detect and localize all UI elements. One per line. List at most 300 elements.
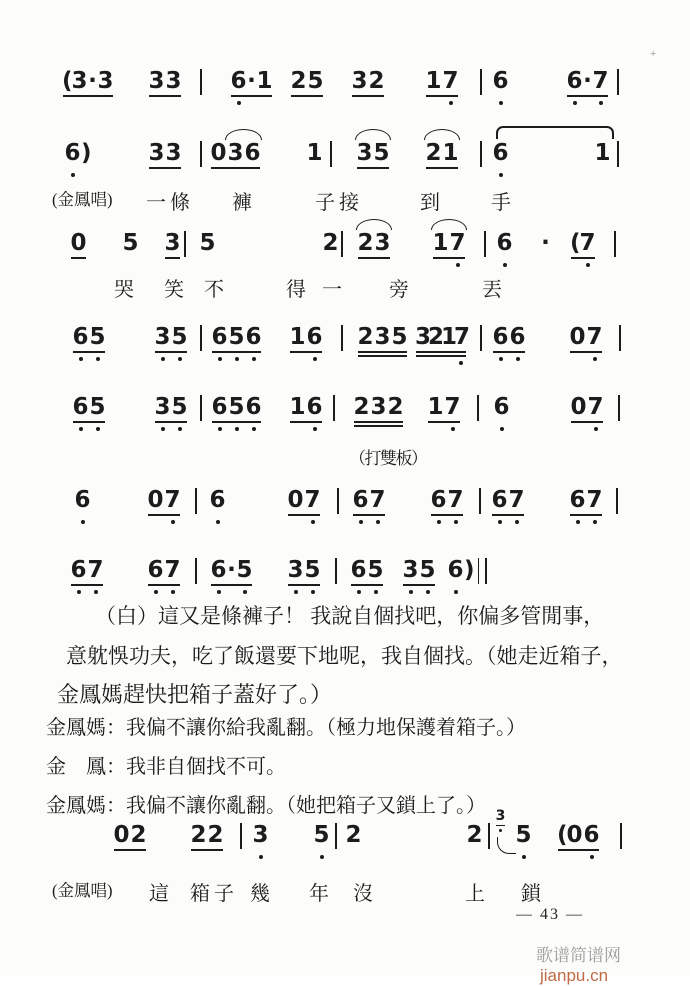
- note-group: [322, 230, 339, 256]
- note-group: [199, 230, 216, 256]
- octave-dot: [171, 590, 176, 595]
- octave-dot: [503, 263, 508, 268]
- octave-dot: [499, 101, 504, 106]
- lyric-line: [0, 877, 690, 903]
- note-char: 6: [447, 557, 464, 583]
- beam-underline: [71, 584, 103, 586]
- note-char: 5: [89, 394, 106, 420]
- note-char: 3: [165, 140, 182, 166]
- octave-dot: [499, 357, 504, 362]
- beam-underline: [290, 351, 322, 353]
- dialog-line: （白）這又是條褲子！ 我說自個找吧，你偏多管閒事，: [95, 604, 605, 628]
- beam-underline: [231, 95, 272, 97]
- note-char: 5: [373, 140, 390, 166]
- barline: [480, 325, 482, 351]
- barline: [619, 325, 621, 351]
- barline: [337, 488, 339, 514]
- note-char: 6: [210, 557, 227, 583]
- note-char: 6: [209, 487, 226, 513]
- dialog-line: 金鳳媽：我偏不讓你給我亂翻。（極力地保護着箱子。）: [46, 717, 526, 739]
- note-char: 5: [228, 324, 245, 350]
- octave-dot: [454, 520, 459, 525]
- watermark-site-name: 歌谱简谱网: [536, 946, 621, 965]
- note-group: [430, 487, 464, 513]
- octave-dot: [96, 357, 101, 362]
- octave-dot: [311, 590, 316, 595]
- note-char: 6: [147, 557, 164, 583]
- note-char: 6: [306, 394, 323, 420]
- octave-dot: [178, 427, 183, 432]
- note-char: 0: [287, 487, 304, 513]
- barline: [195, 558, 197, 584]
- watermark-site-url: jianpu.cn: [540, 966, 609, 985]
- octave-dot: [499, 173, 504, 178]
- note-char: 3: [374, 230, 391, 256]
- note-group: [569, 487, 603, 513]
- octave-dot: [576, 520, 581, 525]
- note-char: 1: [441, 324, 458, 350]
- barline: [480, 141, 482, 167]
- beam-underline: [352, 95, 384, 97]
- note-char: 2: [368, 68, 385, 94]
- dialog-line: 金鳳媽：我偏不讓你亂翻。（她把箱子又鎖上了。）: [46, 795, 486, 817]
- octave-dot: [161, 427, 166, 432]
- beam-underline: [358, 351, 407, 353]
- note-char: 5: [122, 230, 139, 256]
- note-char: 5: [171, 394, 188, 420]
- barline: [620, 823, 622, 849]
- beam-underline: [571, 421, 603, 423]
- note-group: [147, 557, 181, 583]
- barline: [480, 69, 482, 95]
- note-group: [493, 394, 510, 420]
- beam-underline: [428, 421, 460, 423]
- note-char: 6: [509, 324, 526, 350]
- barline: [335, 558, 337, 584]
- octave-dot: [81, 520, 86, 525]
- barline: [341, 325, 343, 351]
- octave-dot: [218, 427, 223, 432]
- octave-dot: [313, 357, 318, 362]
- music-line: [0, 68, 690, 98]
- lyric-syllable: 丟: [482, 279, 506, 301]
- octave-dot: [96, 427, 101, 432]
- note-char: 1: [256, 68, 273, 94]
- note-char: 3: [402, 557, 419, 583]
- note-char: 7: [454, 324, 467, 350]
- note-char: ·: [247, 68, 256, 94]
- note-group: [566, 68, 609, 94]
- beam-underline: [426, 95, 458, 97]
- note-char: 6: [70, 557, 87, 583]
- note-char: 5: [391, 324, 408, 350]
- note-group: [148, 140, 182, 166]
- beam-underline: [165, 257, 180, 259]
- beam-underline: [558, 849, 599, 851]
- octave-dot: [313, 427, 318, 432]
- note-char: 1: [425, 68, 442, 94]
- note-group: [357, 324, 408, 350]
- beam-underline: [212, 351, 261, 353]
- note-char: 7: [586, 487, 603, 513]
- note-group: [353, 394, 404, 420]
- note-char: 2: [290, 68, 307, 94]
- octave-dot: [593, 520, 598, 525]
- octave-dot: [243, 590, 248, 595]
- note-char: 7: [447, 487, 464, 513]
- slur-arc: [355, 129, 391, 140]
- note-char: 0: [210, 140, 227, 166]
- note-char: 3: [154, 394, 171, 420]
- octave-dot: [161, 357, 166, 362]
- note-group: [352, 487, 386, 513]
- note-group: [64, 140, 90, 166]
- note-char: 5: [515, 822, 532, 848]
- octave-dot: [590, 855, 595, 860]
- note-group: [432, 230, 466, 256]
- octave-dot: [499, 829, 503, 833]
- lyric-syllable: 哭: [114, 279, 138, 301]
- octave-dot: [71, 173, 76, 178]
- note-char: 6: [306, 324, 323, 350]
- note-char: 6: [492, 324, 509, 350]
- note-char: 5: [304, 557, 321, 583]
- tie: [496, 126, 614, 139]
- barline: [184, 231, 186, 257]
- note-group: [290, 68, 324, 94]
- beam-underline: [416, 351, 466, 353]
- note-char: 5: [419, 557, 436, 583]
- beam-underline: [288, 514, 320, 516]
- note-char: 3: [374, 324, 391, 350]
- music-line: [0, 487, 690, 517]
- note-char: 6: [72, 394, 89, 420]
- lyric-syllable: 年: [309, 883, 333, 905]
- octave-dot: [522, 855, 527, 860]
- barline: [484, 231, 486, 257]
- note-char: 3: [165, 68, 182, 94]
- barline: [479, 488, 481, 514]
- page-number: — 43 —: [516, 906, 584, 923]
- note-group: [154, 394, 188, 420]
- note-char: (: [557, 822, 568, 848]
- note-char: 2: [425, 140, 442, 166]
- octave-dot: [294, 590, 299, 595]
- lyric-syllable: 得: [286, 279, 310, 301]
- lyric-syllable: 這: [149, 883, 173, 905]
- lyric-syllable: 不: [204, 279, 228, 301]
- beam-underline: [63, 95, 113, 97]
- barline: [200, 141, 202, 167]
- octave-dot: [409, 590, 414, 595]
- note-char: 5: [89, 324, 106, 350]
- note-char: 1: [432, 230, 449, 256]
- barline: [477, 395, 479, 421]
- lyric-syllable: 褲: [232, 192, 256, 214]
- octave-dot: [454, 590, 459, 595]
- note-group: [357, 230, 391, 256]
- note-char: ·: [88, 68, 97, 94]
- note-char: 1: [289, 324, 306, 350]
- note-char: 6: [569, 487, 586, 513]
- note-char: 6: [492, 68, 509, 94]
- note-char: 3: [252, 822, 269, 848]
- note-char: ·: [583, 68, 592, 94]
- note-group: [402, 557, 436, 583]
- barline: [333, 395, 335, 421]
- music-line: [0, 808, 690, 852]
- note-group: [210, 140, 261, 166]
- beam-underline: [191, 849, 223, 851]
- lyric-syllable: 旁: [389, 279, 413, 301]
- octave-dot: [94, 590, 99, 595]
- note-group: [425, 140, 459, 166]
- octave-dot: [359, 520, 364, 525]
- octave-dot: [218, 357, 223, 362]
- beam-underline: [358, 355, 407, 357]
- lyric-syllable: 上: [465, 883, 489, 905]
- beam-underline: [155, 421, 187, 423]
- note-char: 7: [444, 394, 461, 420]
- note-group: [570, 230, 596, 256]
- note-char: 0: [569, 324, 586, 350]
- note-char: 0: [113, 822, 130, 848]
- note-group: [289, 394, 323, 420]
- beam-underline: [290, 421, 322, 423]
- note-char: 7: [592, 68, 609, 94]
- note-group: [190, 822, 224, 848]
- note-char: 3: [415, 324, 432, 350]
- note-char: 5: [236, 557, 253, 583]
- note-char: 6: [64, 140, 81, 166]
- note-group: [289, 324, 323, 350]
- note-char: 6: [496, 230, 513, 256]
- dialog-line: 金 鳳：我非自個找不可。: [46, 756, 286, 778]
- octave-dot: [516, 357, 521, 362]
- lyric-line: [0, 273, 690, 299]
- beam-underline: [212, 421, 261, 423]
- singer-tag: (金鳳唱): [52, 190, 113, 209]
- barline: [614, 231, 616, 257]
- note-char: 3: [227, 140, 244, 166]
- beam-underline: [492, 514, 524, 516]
- octave-dot: [235, 427, 240, 432]
- octave-dot: [79, 357, 84, 362]
- beam-underline: [403, 584, 435, 586]
- barline: [617, 141, 619, 167]
- note-group: [70, 230, 87, 256]
- beam-underline: [149, 95, 181, 97]
- note-char: 7: [579, 230, 596, 256]
- octave-dot: [594, 427, 599, 432]
- barline: [330, 141, 332, 167]
- barline: [200, 325, 202, 351]
- note-char: (: [62, 68, 73, 94]
- slur-arc: [431, 219, 467, 230]
- note-char: 2: [466, 822, 483, 848]
- barline: [488, 823, 490, 849]
- note-char: 3: [164, 230, 181, 256]
- note-group: [425, 68, 459, 94]
- note-char: 7: [587, 394, 604, 420]
- barline: [240, 823, 242, 849]
- barline: [341, 231, 343, 257]
- beam-underline: [148, 584, 180, 586]
- barline: [200, 69, 202, 95]
- note-char: 6: [244, 140, 261, 166]
- note-char: 0: [570, 394, 587, 420]
- note-char: 3: [351, 68, 368, 94]
- beam-underline: [357, 167, 389, 169]
- barline: [195, 488, 197, 514]
- note-group: [541, 230, 550, 256]
- note-group: [154, 324, 188, 350]
- note-char: ): [81, 140, 92, 166]
- note-char: 5: [367, 557, 384, 583]
- note-group: [594, 140, 611, 166]
- barline: [200, 395, 202, 421]
- lyric-syllable: 一條: [146, 192, 194, 214]
- octave-dot: [237, 101, 242, 106]
- note-char: 7: [304, 487, 321, 513]
- note-group: [209, 487, 226, 513]
- beam-underline: [416, 355, 466, 357]
- note-char: 3: [97, 68, 114, 94]
- octave-dot: [593, 357, 598, 362]
- note-char: 3: [370, 394, 387, 420]
- octave-dot: [357, 590, 362, 595]
- watermark: [536, 941, 690, 986]
- beam-underline: [288, 584, 320, 586]
- note-char: 2: [353, 394, 370, 420]
- beam-underline: [426, 167, 458, 169]
- note-group: [306, 140, 323, 166]
- note-char: 5: [313, 822, 330, 848]
- note-char: 2: [130, 822, 147, 848]
- note-char: 6: [74, 487, 91, 513]
- beam-underline: [71, 257, 86, 259]
- music-line: [0, 140, 690, 170]
- beam-underline: [211, 167, 260, 169]
- final-barline: [478, 558, 487, 584]
- barline: [616, 488, 618, 514]
- note-char: 6: [211, 394, 228, 420]
- note-group: [492, 140, 509, 166]
- grace-note-group: [495, 809, 506, 824]
- note-char: 2: [387, 394, 404, 420]
- note-char: 0: [147, 487, 164, 513]
- beam-underline: [570, 351, 602, 353]
- note-char: 1: [306, 140, 323, 166]
- note-char: 2: [357, 230, 374, 256]
- beam-underline: [353, 514, 385, 516]
- note-group: [122, 230, 139, 256]
- beam-underline: [73, 421, 105, 423]
- octave-dot: [171, 520, 176, 525]
- dialog-line: 金鳳媽趕快把箱子蓋好了。）: [57, 682, 333, 707]
- note-group: [252, 822, 269, 848]
- note-group: [164, 230, 181, 256]
- note-group: [230, 68, 273, 94]
- note-char: 5: [228, 394, 245, 420]
- note-char: 5: [171, 324, 188, 350]
- note-char: 7: [164, 557, 181, 583]
- music-line: [0, 557, 690, 587]
- beam-underline: [155, 351, 187, 353]
- octave-dot: [498, 520, 503, 525]
- slur-arc: [424, 129, 460, 140]
- beam-underline: [351, 584, 383, 586]
- octave-dot: [500, 427, 505, 432]
- note-group: [62, 68, 114, 94]
- singer-tag: (金鳳唱): [52, 881, 113, 900]
- note-char: 2: [190, 822, 207, 848]
- note-char: 6: [430, 487, 447, 513]
- note-group: [356, 140, 390, 166]
- note-char: 6: [230, 68, 247, 94]
- octave-dot: [451, 427, 456, 432]
- octave-dot: [374, 590, 379, 595]
- octave-dot: [573, 101, 578, 106]
- note-group: [113, 822, 147, 848]
- note-char: 1: [427, 394, 444, 420]
- octave-dot: [154, 590, 159, 595]
- lyric-syllable: 鎖: [521, 883, 545, 905]
- note-char: 2: [428, 324, 445, 350]
- octave-dot: [235, 357, 240, 362]
- beam-underline: [493, 351, 525, 353]
- lyric-syllable: 一: [322, 279, 346, 301]
- barline: [335, 823, 337, 849]
- note-group: [211, 324, 262, 350]
- note-char: 5: [307, 68, 324, 94]
- octave-dot: [456, 263, 461, 268]
- note-char: 6: [211, 324, 228, 350]
- note-char: 6: [245, 324, 262, 350]
- note-char: 7: [508, 487, 525, 513]
- octave-dot: [79, 427, 84, 432]
- octave-dot: [426, 590, 431, 595]
- octave-dot: [459, 361, 464, 366]
- beam-underline: [570, 514, 602, 516]
- note-char: 2: [357, 324, 374, 350]
- note-char: 7: [87, 557, 104, 583]
- note-group: [287, 557, 321, 583]
- beam-underline: [571, 257, 595, 259]
- lyric-syllable: 箱子: [190, 883, 238, 905]
- note-char: 2: [207, 822, 224, 848]
- note-char: 6: [583, 822, 600, 848]
- note-group: [570, 394, 604, 420]
- note-char: 2: [345, 822, 362, 848]
- beam-underline: [496, 825, 505, 826]
- note-char: 7: [449, 230, 466, 256]
- note-char: 3: [148, 68, 165, 94]
- note-char: 0: [70, 230, 87, 256]
- note-group: [492, 324, 526, 350]
- beam-underline: [148, 514, 180, 516]
- dialog-line: 意躭悞功夫，吃了飯還要下地呢，我自個找。（她走近箱子，: [66, 644, 623, 668]
- barline: [618, 395, 620, 421]
- note-char: 3: [154, 324, 171, 350]
- note-group: [466, 822, 483, 848]
- note-group: [211, 394, 262, 420]
- note-char: 6: [350, 557, 367, 583]
- octave-dot: [217, 590, 222, 595]
- note-group: [496, 230, 513, 256]
- beam-underline: [431, 514, 463, 516]
- note-group: [74, 487, 91, 513]
